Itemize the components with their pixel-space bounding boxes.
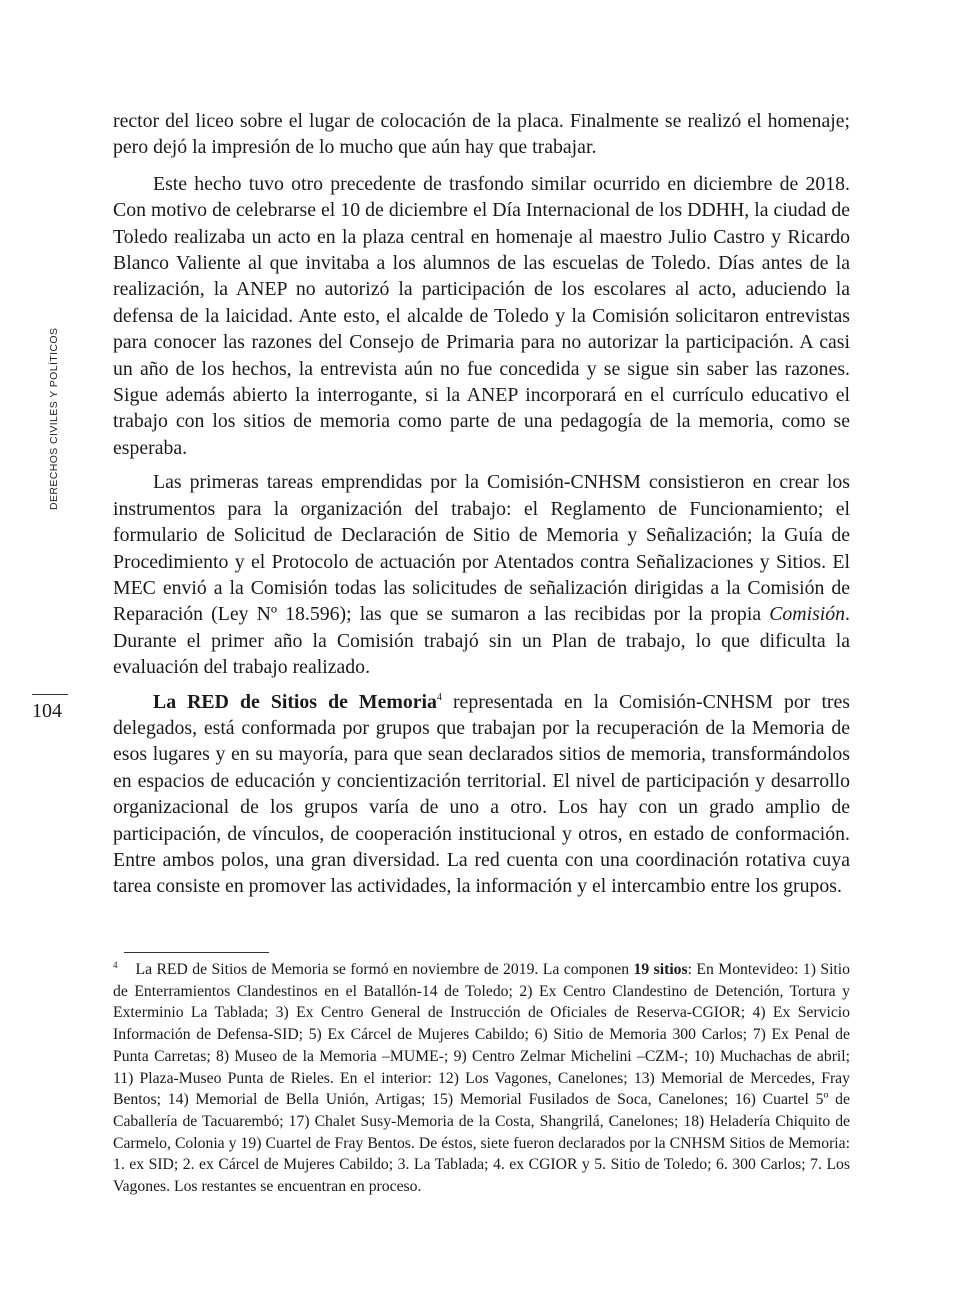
paragraph-4: [113, 689, 850, 900]
paragraph-3-italic: Comisión: [769, 603, 846, 626]
paragraph-3: [113, 469, 850, 680]
paragraph-3-text-b: . Durante el primer año la Comisión trabajó sin un Plan de trabajo, lo que dificulta la evaluación del trabajo realizado.: [113, 603, 850, 679]
footnote-separator: [124, 952, 269, 953]
page-number-rule: [32, 694, 68, 695]
paragraph-1: rector del liceo sobre el lugar de colocación de la placa. Finalmente se realizó el homenaje; pero dejó la impresión de lo mucho que aún hay que trabajar.: [113, 110, 850, 159]
paragraph-3-text-a: Las primeras tareas emprendidas por la Comisión-CNHSM consistieron en crear los instrumentos para la organización del trabajo: el Reglamento de Funcionamiento; el formulario de Solicitud de Declaración de Sitio de Memoria y Señalización; la Guía de Procedimiento y el Protocolo de actuación por Atentados contra Señalizaciones y Sitios. El MEC envió a la Comisión todas las solicitudes de señalización dirigidas a la Comisión de Reparación (Ley Nº 18.596); las que se sumaron a las recibidas por la propia: [113, 471, 850, 626]
footnote-text-a: La RED de Sitios de Memoria se formó en noviembre de 2019. La componen: [135, 961, 634, 978]
footnote-number: 4: [113, 960, 118, 970]
footnote: [113, 959, 850, 1198]
paragraph-2: Este hecho tuvo otro precedente de trasfondo similar ocurrido en diciembre de 2018. Con motivo de celebrarse el 10 de diciembre el Día Internacional de los DDHH, la ciudad de Toledo realizaba un acto en la plaza central en homenaje al maestro Julio Castro y Ricardo Blanco Valiente al que invitaba a los alumnos de las escuelas de Toledo. Días antes de la realización, la ANEP no autorizó la participación de los escolares al acto, aduciendo la defensa de la laicidad. Ante esto, el alcalde de Toledo y la Comisión solicitaron entrevistas para conocer las razones del Consejo de Primaria para no autorizar la participación. A casi un año de los hechos, la entrevista aún no fue concedida y se sigue sin saber las razones. Sigue además abierto la interrogante, si la ANEP incorporará en el currículo educativo el trabajo con los sitios de memoria como parte de una pedagogía de la memoria, como se esperaba.: [113, 172, 850, 459]
footnote-reference: 4: [436, 691, 442, 703]
footnote-text-b: : En Montevideo: 1) Sitio de Enterramientos Clandestinos en el Batallón-14 de Toledo; 2) Ex Centro Clandestino de Detención, Tortura y Exterminio La Tablada; 3) Ex Centro General de Instrucción de Oficiales de Reserva-CGIOR; 4) Ex Servicio Información de Defensa-SID; 5) Ex Cárcel de Mujeres Cabildo; 6) Sitio de Memoria 300 Carlos; 7) Ex Penal de Punta Carretas; 8) Museo de la Memoria –MUME-; 9) Centro Zelmar Michelini –CZM-; 10) Muchachas de abril; 11) Plaza-Museo Punta de Rieles. En el interior: 12) Los Vagones, Canelones; 13) Memorial de Mercedes, Fray Bentos; 14) Memorial de Bella Unión, Artigas; 15) Memorial Fusilados de Soca, Canelones; 16) Cuartel 5º de Caballería de Tacuarembó; 17) Chalet Susy-Memoria de la Costa, Shangrilá, Canelones; 18) Heladería Chiquito de Carmelo, Colonia y 19) Cuartel de Fray Bentos. De éstos, siete fueron declarados por la CNHSM Sitios de Memoria: 1. ex SID; 2. ex Cárcel de Mujeres Cabildo; 3. La Tablada; 4. ex CGIOR y 5. Sitio de Toledo; 6. 300 Carlos; 7. Los Vagones. Los restantes se encuentran en proceso.: [113, 961, 850, 1196]
running-section-title: DERECHOS CIVILES Y POLÍTICOS: [48, 327, 60, 510]
body-text: [113, 108, 850, 908]
footnote-bold: 19 sitios: [633, 961, 688, 978]
paragraph-4-heading: La RED de Sitios de Memoria: [153, 690, 437, 713]
page-number: 104: [32, 700, 62, 722]
paragraph-4-text: representada en la Comisión-CNHSM por tres delegados, está conformada por grupos que trabajan por la recuperación de la Memoria de esos lugares y en su mayoría, para que sean declarados sitios de memoria, transformándolos en espacios de educación y concientización territorial. El nivel de participación y desarrollo organizacional de los grupos varía de uno a otro. Los hay con un grado amplio de participación, de vínculos, de cooperación institucional y otros, en estado de conformación. Entre ambos polos, una gran diversidad. La red cuenta con una coordinación rotativa cuya tarea consiste en promover las actividades, la información y el intercambio entre los grupos.: [113, 690, 851, 898]
